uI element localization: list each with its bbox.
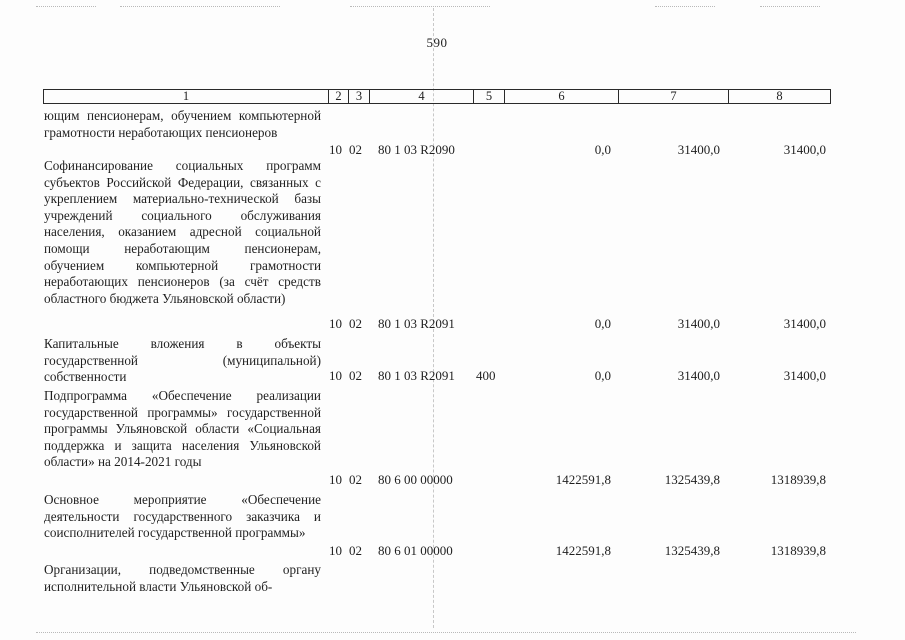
row-value-col8: 31400,0 [783,142,826,157]
row-section: 10 [329,472,342,487]
row-value-col6: 0,0 [594,316,611,331]
scan-artifact [760,6,820,8]
row-subsection: 02 [349,142,362,157]
scan-artifact [120,6,280,8]
header-col-5: 5 [474,90,505,104]
column-header-row [43,89,831,104]
row-description: Организации, подведомственные органу исполнительной власти Ульяновской об- [44,562,321,594]
row-value-col6: 0,0 [594,368,611,383]
header-col-7: 7 [619,90,729,104]
row-expense-type: 400 [476,368,496,383]
row-description: Капитальные вложения в объекты государственной (муниципальной) собственности [44,336,321,385]
row-value-col8: 31400,0 [783,368,826,383]
row-subsection: 02 [349,368,362,383]
row-description: ющим пенсионерам, обучением компьютерной грамотности неработающих пенсионеров [44,108,321,140]
row-value-col7: 1325439,8 [664,543,720,558]
header-col-2: 2 [329,90,349,104]
row-value-col8: 1318939,8 [770,543,826,558]
row-subsection: 02 [349,543,362,558]
row-target-code: 80 1 03 R2090 [378,142,455,157]
row-value-col7: 31400,0 [677,142,720,157]
row-value-col8: 31400,0 [783,316,826,331]
scan-artifact [350,6,490,8]
row-target-code: 80 1 03 R2091 [378,368,455,383]
header-col-4: 4 [370,90,474,104]
row-section: 10 [329,543,342,558]
row-value-col6: 1422591,8 [555,543,611,558]
row-value-col8: 1318939,8 [770,472,826,487]
row-section: 10 [329,316,342,331]
row-target-code: 80 1 03 R2091 [378,316,455,331]
row-value-col7: 31400,0 [677,368,720,383]
row-value-col7: 1325439,8 [664,472,720,487]
row-section: 10 [329,142,342,157]
row-value-col6: 1422591,8 [555,472,611,487]
row-value-col6: 0,0 [594,142,611,157]
scan-artifact [655,6,715,8]
row-subsection: 02 [349,316,362,331]
row-description: Основное мероприятие «Обеспечение деятельности государственного заказчика и соисполнителей государственной программы» [44,492,321,541]
header-col-6: 6 [505,90,619,104]
scan-artifact [36,6,96,8]
scan-artifact [36,632,856,634]
row-section: 10 [329,368,342,383]
header-col-8: 8 [729,90,831,104]
row-description: Подпрограмма «Обеспечение реализации государственной программы» государственной программы Ульяновской области «Социальная поддержка и защита населения Ульяновской области» на 2014-2021 годы [44,388,321,470]
row-target-code: 80 6 00 00000 [378,472,453,487]
page-number: 590 [426,35,448,50]
row-description: Софинансирование социальных программ субъектов Российской Федерации, связанных с укреплением материально-технической базы учреждений социального обслуживания населения, оказанием адресной социальной помощи неработающим пенсионерам, обучением компьютерной грамотности неработающих пенсионеров (за счёт средств областного бюджета Ульяновской области) [44,158,321,306]
row-value-col7: 31400,0 [677,316,720,331]
row-subsection: 02 [349,472,362,487]
row-target-code: 80 6 01 00000 [378,543,453,558]
header-col-1: 1 [44,90,329,104]
header-col-3: 3 [349,90,370,104]
